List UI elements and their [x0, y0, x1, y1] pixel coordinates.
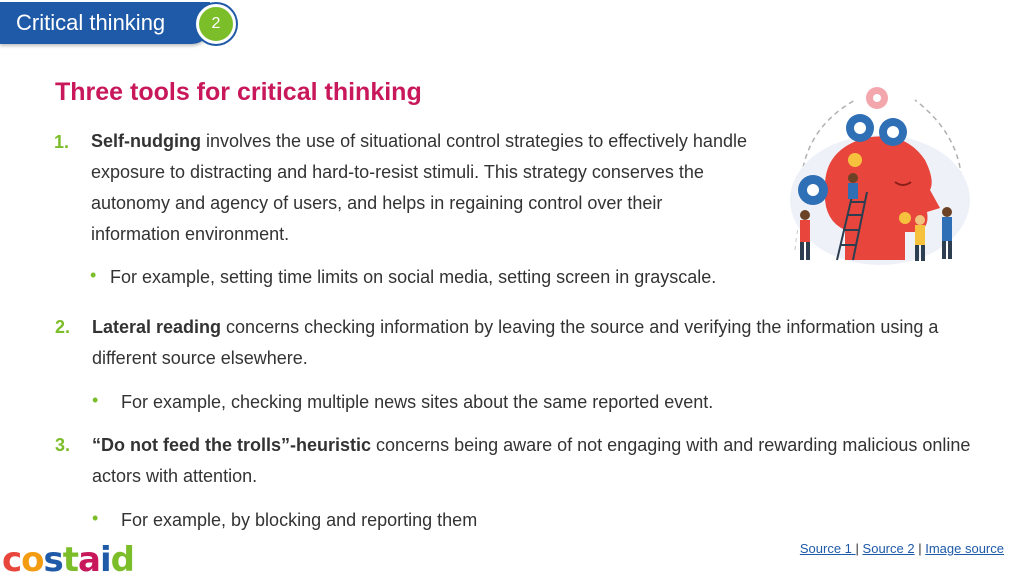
item-2-term: Lateral reading — [92, 317, 222, 337]
sources-footer — [800, 541, 1004, 556]
logo-letter: c — [2, 540, 22, 580]
image-source-link[interactable]: Image source — [925, 541, 1004, 556]
logo-letter: s — [43, 540, 63, 580]
separator: | — [918, 541, 922, 556]
separator: | — [855, 541, 859, 556]
logo-letter: t — [62, 540, 79, 580]
bullet-2: • — [92, 390, 99, 410]
item-3-text — [92, 430, 992, 492]
item-1-example: For example, setting time limits on social media, setting screen in grayscale. — [110, 267, 717, 287]
item-3-number: 3. — [55, 435, 71, 455]
page-title: Three tools for critical thinking — [55, 78, 422, 106]
gear-icon — [846, 114, 874, 142]
logo-letter: d — [110, 540, 134, 580]
logo-letter: a — [78, 540, 100, 580]
item-1-term: Self-nudging — [91, 131, 201, 151]
section-title: Critical thinking — [16, 10, 166, 35]
bullet-1: • — [90, 265, 97, 285]
logo-letter: o — [21, 540, 44, 580]
item-2-text — [92, 312, 972, 374]
costaid-logo — [2, 540, 134, 580]
head-gears-illustration — [775, 80, 985, 275]
item-2-description: concerns checking information by leaving the source and verifying the information using a different source elsewhere. — [92, 317, 939, 368]
item-2-example: For example, checking multiple news sites about the same reported event. — [121, 392, 714, 412]
item-3-description: concerns being aware of not engaging with and rewarding malicious online actors with attention. — [92, 435, 971, 486]
item-1-number: 1. — [54, 132, 70, 152]
item-3-term: “Do not feed the trolls”-heuristic — [92, 435, 372, 455]
header-tab — [0, 2, 210, 44]
bullet-3: • — [92, 508, 99, 528]
logo-letter: i — [99, 540, 111, 580]
slide-number-badge: 2 — [196, 4, 236, 44]
source-2-link[interactable]: Source 2 — [862, 541, 915, 556]
item-3-example: For example, by blocking and reporting them — [121, 510, 478, 530]
source-1-link[interactable]: Source 1 — [799, 541, 856, 556]
item-1-description: involves the use of situational control strategies to effectively handle exposure to distracting and hard-to-resist stimuli. This strategy conserves the autonomy and agency of users, and helps in regaining control over their information environment. — [91, 131, 747, 244]
item-1-text — [91, 126, 756, 250]
item-2-number: 2. — [55, 317, 71, 337]
